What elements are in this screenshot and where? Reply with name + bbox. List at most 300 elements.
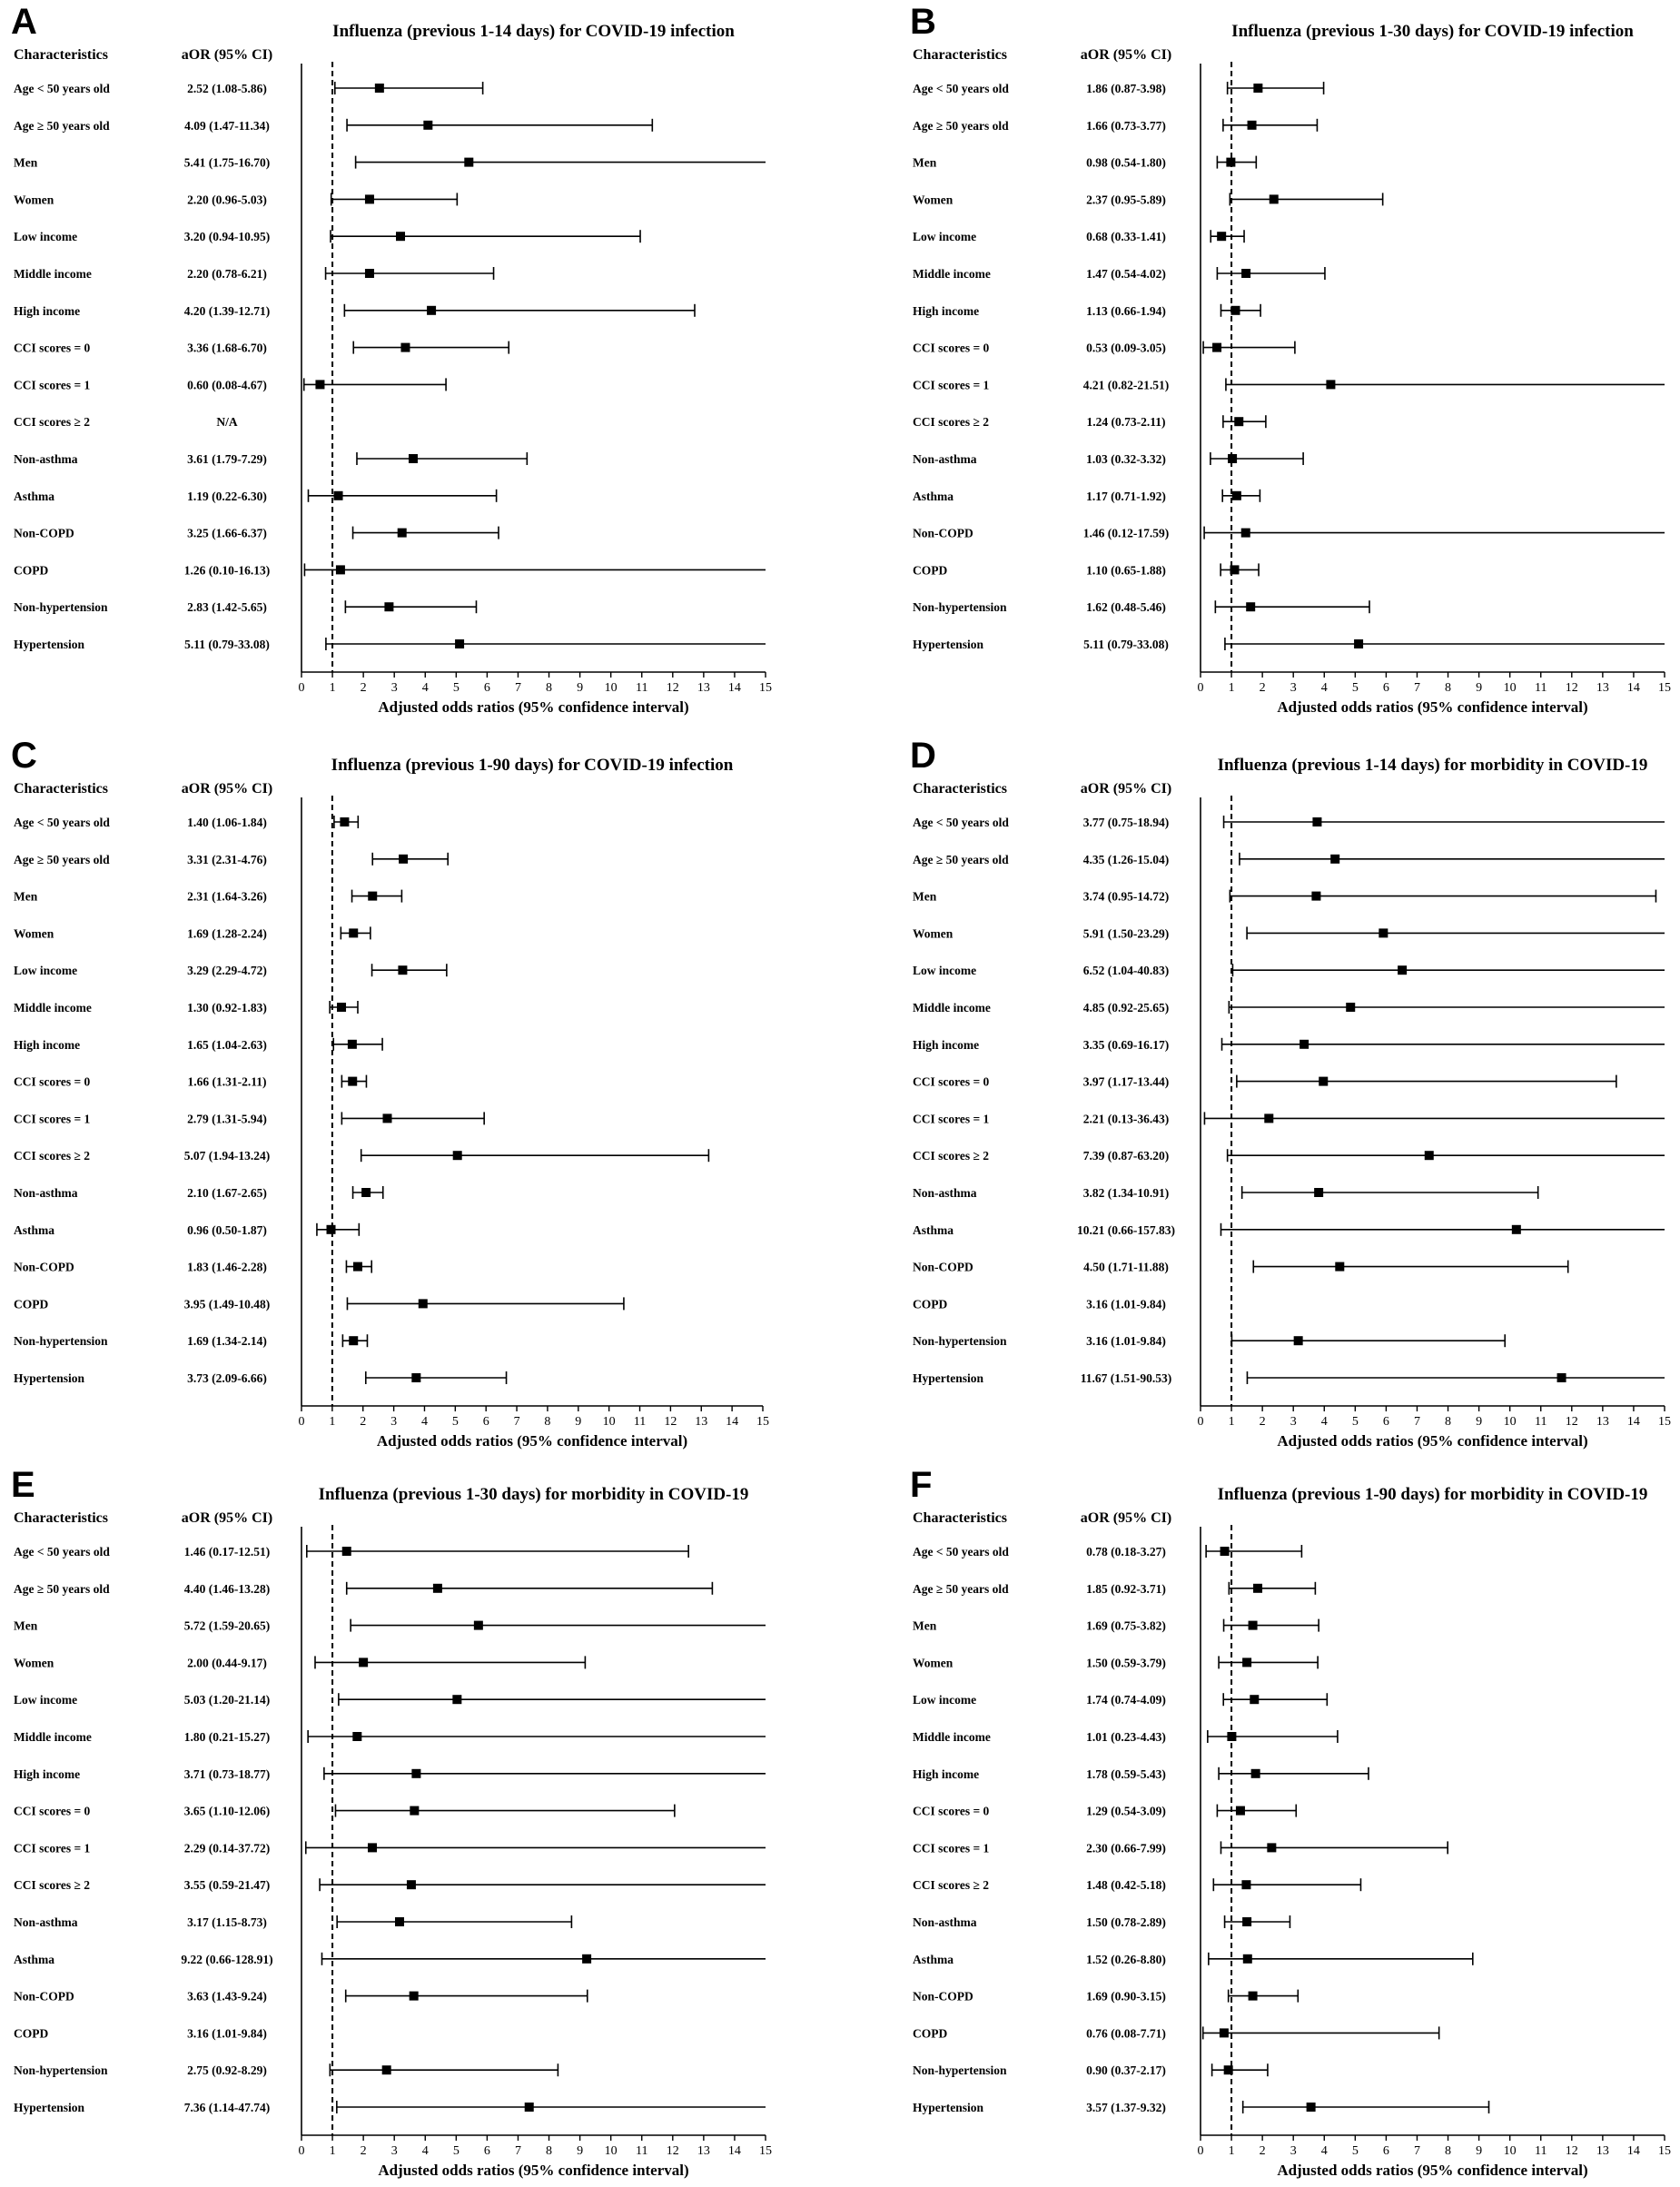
x-tick-label: 6	[483, 681, 490, 695]
row-label: High income	[913, 1037, 980, 1052]
x-tick-label: 7	[1413, 2144, 1420, 2158]
point-estimate	[1241, 269, 1250, 278]
x-tick-label: 1	[329, 1415, 336, 1429]
row-label: Men	[913, 889, 937, 904]
row-aor-text: 3.17 (1.15-8.73)	[187, 1915, 267, 1929]
row-aor-text: 1.48 (0.42-5.18)	[1086, 1878, 1166, 1893]
row-label: Non-hypertension	[14, 2063, 108, 2078]
point-estimate	[1242, 1917, 1251, 1926]
chart-title: Influenza (previous 1-90 days) for COVID-19 infection	[331, 756, 734, 775]
x-tick-label: 9	[575, 1415, 582, 1429]
point-estimate	[1346, 1003, 1355, 1012]
x-tick-label: 14	[1626, 681, 1640, 695]
row-label: Age < 50 years old	[14, 816, 110, 829]
panel-letter: C	[11, 736, 37, 776]
row-label: CCI scores ≥ 2	[913, 415, 990, 430]
row-aor-text: 1.46 (0.17-12.51)	[183, 1545, 271, 1559]
x-tick-label: 10	[602, 1415, 616, 1429]
point-estimate	[1326, 380, 1335, 389]
x-tick-label: 8	[1445, 1415, 1452, 1429]
row-label: Non-COPD	[14, 1989, 74, 2004]
column-header-aor: aOR (95% CI)	[1080, 781, 1172, 797]
row-aor-text: 3.36 (1.68-6.70)	[187, 341, 267, 355]
row-label: COPD	[913, 1297, 948, 1311]
row-aor-text: 3.16 (1.01-9.84)	[187, 2026, 267, 2041]
x-tick-label: 10	[604, 681, 618, 695]
row-label: Middle income	[913, 267, 991, 281]
point-estimate	[1311, 892, 1320, 901]
row-aor-text: 2.00 (0.44-9.17)	[187, 1656, 267, 1670]
x-tick-label: 3	[1290, 2144, 1297, 2158]
point-estimate	[1425, 1151, 1434, 1160]
column-header-characteristics: Characteristics	[913, 47, 1007, 63]
x-tick-label: 9	[1476, 2144, 1483, 2158]
row-aor-text: 0.90 (0.37-2.17)	[1086, 2063, 1166, 2078]
point-estimate	[582, 1954, 591, 1964]
panel-letter: F	[910, 1465, 933, 1505]
chart-title: Influenza (previous 1-14 days) for COVID-19 infection	[332, 22, 735, 41]
point-estimate	[1512, 1225, 1521, 1234]
row-label: CCI scores = 0	[14, 1804, 91, 1818]
point-estimate	[1220, 1547, 1230, 1556]
row-aor-text: 0.96 (0.50-1.87)	[187, 1222, 267, 1237]
point-estimate	[348, 1077, 357, 1086]
row-label: Men	[913, 155, 937, 170]
row-aor-text: 3.55 (0.59-21.47)	[183, 1878, 271, 1893]
row-aor-text: 1.86 (0.87-3.98)	[1086, 82, 1166, 95]
row-label: Non-COPD	[913, 1989, 973, 2004]
row-label: Age ≥ 50 years old	[913, 852, 1009, 866]
row-aor-text: 1.24 (0.73-2.11)	[1086, 415, 1166, 430]
point-estimate	[399, 855, 408, 864]
row-aor-text: 2.31 (1.64-3.26)	[187, 889, 267, 904]
row-label: Non-hypertension	[913, 1334, 1007, 1349]
point-estimate	[423, 121, 432, 130]
point-estimate	[464, 158, 473, 167]
column-header-aor: aOR (95% CI)	[181, 781, 273, 797]
x-tick-label: 2	[1259, 2144, 1266, 2158]
row-aor-text: 3.25 (1.66-6.37)	[187, 526, 267, 540]
row-aor-text: 3.29 (2.29-4.72)	[187, 964, 267, 978]
row-aor-text: 4.50 (1.71-11.88)	[1083, 1260, 1169, 1274]
row-label: CCI scores ≥ 2	[913, 1149, 990, 1163]
row-aor-text: 3.77 (0.75-18.94)	[1082, 816, 1170, 829]
row-aor-text: 3.95 (1.49-10.48)	[183, 1297, 271, 1311]
row-aor-text: 0.78 (0.18-3.27)	[1086, 1545, 1166, 1559]
row-label: High income	[14, 1037, 81, 1052]
row-aor-text: 3.82 (1.34-10.91)	[1082, 1186, 1170, 1200]
row-label: CCI scores ≥ 2	[14, 1149, 91, 1163]
x-axis-label: Adjusted odds ratios (95% confidence interval)	[1277, 2162, 1588, 2179]
point-estimate	[452, 1695, 461, 1704]
row-label: Age < 50 years old	[913, 82, 1009, 95]
panel-c	[11, 736, 769, 1450]
x-tick-label: 8	[546, 681, 553, 695]
point-estimate	[407, 1880, 416, 1889]
chart-title: Influenza (previous 1-14 days) for morbidity in COVID-19	[1217, 756, 1648, 775]
row-label: Asthma	[913, 489, 954, 503]
point-estimate	[1232, 491, 1241, 500]
row-aor-text: 1.74 (0.74-4.09)	[1086, 1693, 1166, 1707]
point-estimate	[1242, 1658, 1251, 1667]
row-aor-text: 1.78 (0.59-5.43)	[1086, 1766, 1166, 1781]
point-estimate	[1230, 565, 1239, 574]
x-tick-label: 10	[604, 2144, 618, 2158]
row-label: Age ≥ 50 years old	[913, 118, 1009, 133]
row-aor-text: 5.91 (1.50-23.29)	[1082, 926, 1170, 941]
row-aor-text: 5.03 (1.20-21.14)	[183, 1693, 271, 1707]
point-estimate	[342, 1547, 351, 1556]
point-estimate	[348, 1040, 357, 1049]
row-label: CCI scores = 1	[14, 378, 91, 392]
row-aor-text: 10.21 (0.66-157.83)	[1077, 1222, 1175, 1237]
row-aor-text: 4.35 (1.26-15.04)	[1082, 852, 1170, 866]
row-label: High income	[14, 303, 81, 318]
x-tick-label: 8	[1445, 681, 1452, 695]
x-tick-label: 12	[664, 1415, 677, 1429]
row-label: COPD	[14, 563, 49, 578]
panel-a	[11, 2, 772, 716]
panel-letter: A	[11, 2, 37, 42]
row-label: Low income	[14, 964, 78, 978]
row-aor-text: 5.11 (0.79-33.08)	[184, 638, 270, 651]
x-tick-label: 5	[452, 681, 460, 695]
x-tick-label: 14	[1626, 2144, 1640, 2158]
point-estimate	[1314, 1188, 1323, 1197]
point-estimate	[1253, 84, 1262, 93]
chart-title: Influenza (previous 1-30 days) for morbidity in COVID-19	[318, 1485, 749, 1504]
panel-f	[910, 1465, 1671, 2179]
row-label: Low income	[913, 230, 977, 244]
x-tick-label: 2	[1259, 681, 1266, 695]
x-tick-label: 15	[1658, 1415, 1671, 1429]
point-estimate	[1234, 417, 1243, 426]
row-label: Age ≥ 50 years old	[14, 118, 110, 133]
column-header-characteristics: Characteristics	[913, 1510, 1007, 1526]
row-label: Non-asthma	[913, 1186, 977, 1200]
point-estimate	[1227, 1732, 1236, 1741]
point-estimate	[353, 1262, 362, 1272]
chart-title: Influenza (previous 1-30 days) for COVID-19 infection	[1231, 22, 1634, 41]
point-estimate	[384, 602, 393, 611]
row-aor-text: 3.16 (1.01-9.84)	[1086, 1334, 1166, 1349]
row-aor-text: 1.52 (0.26-8.80)	[1086, 1952, 1166, 1966]
column-header-characteristics: Characteristics	[14, 1510, 108, 1526]
row-aor-text: 1.46 (0.12-17.59)	[1082, 526, 1170, 540]
column-header-characteristics: Characteristics	[14, 47, 108, 63]
point-estimate	[382, 1113, 391, 1123]
row-aor-text: 1.80 (0.21-15.27)	[183, 1730, 271, 1744]
row-aor-text: 1.40 (1.06-1.84)	[187, 816, 267, 829]
point-estimate	[1249, 1621, 1258, 1630]
point-estimate	[396, 232, 405, 241]
x-tick-label: 6	[483, 2144, 490, 2158]
x-tick-label: 14	[726, 1415, 739, 1429]
row-label: Non-asthma	[913, 1915, 977, 1929]
row-label: Asthma	[14, 1952, 55, 1966]
point-estimate	[382, 2065, 391, 2074]
column-header-aor: aOR (95% CI)	[1080, 47, 1172, 63]
x-tick-label: 14	[727, 681, 741, 695]
row-aor-text: 4.09 (1.47-11.34)	[184, 118, 270, 133]
row-aor-text: 3.16 (1.01-9.84)	[1086, 1297, 1166, 1311]
x-tick-label: 4	[421, 2144, 429, 2158]
x-tick-label: 7	[514, 2144, 521, 2158]
chart-title: Influenza (previous 1-90 days) for morbidity in COVID-19	[1217, 1485, 1648, 1504]
x-tick-label: 5	[1351, 681, 1359, 695]
point-estimate	[1250, 1695, 1259, 1704]
x-tick-label: 6	[482, 1415, 489, 1429]
row-aor-text: 1.01 (0.23-4.43)	[1086, 1730, 1166, 1744]
row-aor-text: 1.26 (0.10-16.13)	[183, 563, 271, 578]
column-header-aor: aOR (95% CI)	[181, 1510, 273, 1526]
x-tick-label: 3	[1290, 681, 1297, 695]
row-aor-text: N/A	[216, 415, 238, 430]
x-tick-label: 14	[727, 2144, 741, 2158]
row-aor-text: 1.69 (0.75-3.82)	[1086, 1618, 1166, 1633]
point-estimate	[1251, 1769, 1260, 1778]
row-aor-text: 1.62 (0.48-5.46)	[1086, 600, 1166, 615]
point-estimate	[352, 1732, 361, 1741]
row-label: CCI scores = 0	[913, 341, 990, 355]
row-label: CCI scores ≥ 2	[913, 1878, 990, 1893]
x-tick-label: 15	[759, 2144, 772, 2158]
point-estimate	[1246, 602, 1255, 611]
row-aor-text: 3.63 (1.43-9.24)	[187, 1989, 267, 2004]
row-aor-text: 1.30 (0.92-1.83)	[187, 1001, 267, 1014]
x-tick-label: 13	[1596, 2144, 1609, 2158]
point-estimate	[1228, 454, 1237, 463]
row-label: Low income	[913, 1693, 977, 1707]
row-aor-text: 2.20 (0.96-5.03)	[187, 193, 267, 207]
row-aor-text: 0.60 (0.08-4.67)	[187, 378, 267, 392]
point-estimate	[433, 1584, 442, 1593]
x-tick-label: 6	[1382, 681, 1389, 695]
x-tick-label: 3	[1290, 1415, 1297, 1429]
point-estimate	[1312, 817, 1321, 826]
panel-d	[910, 736, 1671, 1450]
row-aor-text: 1.03 (0.32-3.32)	[1086, 452, 1166, 466]
row-aor-text: 3.73 (2.09-6.66)	[187, 1371, 267, 1385]
row-aor-text: 1.29 (0.54-3.09)	[1086, 1804, 1166, 1818]
point-estimate	[1264, 1113, 1273, 1123]
x-tick-label: 15	[759, 681, 772, 695]
row-aor-text: 4.85 (0.92-25.65)	[1082, 1001, 1170, 1014]
point-estimate	[334, 491, 343, 500]
point-estimate	[1307, 2103, 1316, 2112]
x-tick-label: 4	[1320, 1415, 1328, 1429]
row-label: Hypertension	[14, 638, 85, 651]
x-tick-label: 12	[1565, 2144, 1578, 2158]
point-estimate	[419, 1299, 428, 1308]
row-label: Middle income	[913, 1730, 991, 1744]
row-label: Hypertension	[14, 2101, 85, 2114]
row-aor-text: 2.30 (0.66-7.99)	[1086, 1841, 1166, 1855]
point-estimate	[1330, 855, 1339, 864]
row-aor-text: 6.52 (1.04-40.83)	[1082, 964, 1170, 978]
row-label: Non-hypertension	[913, 2063, 1007, 2078]
row-label: Hypertension	[913, 1371, 984, 1385]
row-label: CCI scores = 0	[913, 1804, 990, 1818]
x-tick-label: 13	[1596, 681, 1609, 695]
row-label: CCI scores = 1	[14, 1841, 91, 1855]
column-header-characteristics: Characteristics	[913, 781, 1007, 797]
row-label: Low income	[913, 964, 977, 978]
row-label: CCI scores = 1	[14, 1112, 91, 1126]
x-tick-label: 10	[1503, 681, 1517, 695]
row-aor-text: 2.29 (0.14-37.72)	[183, 1841, 271, 1855]
row-aor-text: 1.19 (0.22-6.30)	[187, 489, 267, 503]
row-label: Non-asthma	[14, 1186, 78, 1200]
x-tick-label: 15	[1658, 681, 1671, 695]
point-estimate	[1354, 639, 1363, 648]
row-aor-text: 1.50 (0.59-3.79)	[1086, 1656, 1166, 1670]
x-tick-label: 4	[420, 1415, 428, 1429]
point-estimate	[1241, 1880, 1250, 1889]
x-tick-label: 2	[360, 1415, 367, 1429]
row-label: Asthma	[913, 1952, 954, 1966]
x-tick-label: 9	[577, 681, 584, 695]
x-tick-label: 15	[756, 1415, 769, 1429]
row-aor-text: 1.47 (0.54-4.02)	[1086, 267, 1166, 281]
point-estimate	[411, 1769, 420, 1778]
row-aor-text: 3.71 (0.73-18.77)	[183, 1766, 271, 1781]
row-label: Age < 50 years old	[14, 82, 110, 95]
row-aor-text: 2.21 (0.13-36.43)	[1082, 1112, 1170, 1126]
x-tick-label: 14	[1626, 1415, 1640, 1429]
point-estimate	[365, 194, 374, 203]
point-estimate	[336, 565, 345, 574]
row-label: CCI scores = 0	[913, 1074, 990, 1089]
row-label: Asthma	[913, 1222, 954, 1237]
row-aor-text: 2.79 (1.31-5.94)	[187, 1112, 267, 1126]
column-header-characteristics: Characteristics	[14, 781, 108, 797]
x-tick-label: 2	[360, 2144, 367, 2158]
x-tick-label: 11	[1534, 681, 1547, 695]
point-estimate	[327, 1225, 336, 1234]
row-aor-text: 4.21 (0.82-21.51)	[1082, 378, 1170, 392]
point-estimate	[427, 306, 436, 315]
row-label: Age < 50 years old	[14, 1545, 110, 1559]
row-label: Men	[14, 1618, 38, 1633]
row-label: Low income	[14, 1693, 78, 1707]
x-tick-label: 0	[1197, 2144, 1204, 2158]
x-tick-label: 1	[1228, 681, 1235, 695]
row-aor-text: 1.83 (1.46-2.28)	[187, 1260, 267, 1274]
point-estimate	[411, 1373, 420, 1382]
x-tick-label: 0	[1197, 1415, 1204, 1429]
point-estimate	[340, 817, 349, 826]
x-tick-label: 0	[298, 681, 305, 695]
row-aor-text: 2.20 (0.78-6.21)	[187, 267, 267, 281]
point-estimate	[1379, 928, 1388, 937]
x-tick-label: 3	[390, 681, 398, 695]
row-aor-text: 2.10 (1.67-2.65)	[187, 1186, 267, 1200]
panel-letter: E	[11, 1465, 35, 1505]
row-label: Women	[14, 1656, 54, 1670]
row-aor-text: 1.65 (1.04-2.63)	[187, 1037, 267, 1052]
point-estimate	[365, 269, 374, 278]
row-aor-text: 1.50 (0.78-2.89)	[1086, 1915, 1166, 1929]
row-label: Non-hypertension	[14, 600, 108, 615]
point-estimate	[1217, 232, 1226, 241]
row-aor-text: 3.57 (1.37-9.32)	[1086, 2101, 1166, 2114]
row-label: Middle income	[913, 1001, 991, 1014]
x-tick-label: 2	[360, 681, 367, 695]
row-label: Men	[913, 1618, 937, 1633]
row-label: Non-hypertension	[913, 600, 1007, 615]
row-label: Asthma	[14, 1222, 55, 1237]
x-tick-label: 13	[695, 1415, 708, 1429]
x-tick-label: 5	[1351, 2144, 1359, 2158]
row-aor-text: 2.75 (0.92-8.29)	[187, 2063, 267, 2078]
row-aor-text: 5.72 (1.59-20.65)	[183, 1618, 271, 1633]
point-estimate	[361, 1188, 371, 1197]
row-aor-text: 0.53 (0.09-3.05)	[1086, 341, 1166, 355]
point-estimate	[1300, 1040, 1309, 1049]
row-label: Middle income	[14, 267, 92, 281]
x-tick-label: 13	[1596, 1415, 1609, 1429]
x-tick-label: 11	[1534, 1415, 1547, 1429]
row-label: CCI scores ≥ 2	[14, 1878, 91, 1893]
x-tick-label: 7	[1413, 681, 1420, 695]
row-label: Men	[14, 155, 38, 170]
row-label: Middle income	[14, 1730, 92, 1744]
x-tick-label: 13	[697, 681, 710, 695]
point-estimate	[474, 1621, 483, 1630]
x-tick-label: 8	[546, 2144, 553, 2158]
point-estimate	[1294, 1336, 1303, 1345]
row-label: High income	[913, 303, 980, 318]
x-tick-label: 5	[452, 2144, 460, 2158]
x-tick-label: 3	[390, 2144, 398, 2158]
row-label: Hypertension	[913, 638, 984, 651]
row-aor-text: 3.31 (2.31-4.76)	[187, 852, 267, 866]
row-aor-text: 9.22 (0.66-128.91)	[181, 1952, 273, 1966]
point-estimate	[1267, 1843, 1276, 1852]
row-aor-text: 3.65 (1.10-12.06)	[183, 1804, 271, 1818]
panel-e	[11, 1465, 772, 2179]
row-label: Non-asthma	[14, 452, 78, 466]
x-tick-label: 7	[1413, 1415, 1420, 1429]
point-estimate	[1230, 306, 1240, 315]
point-estimate	[395, 1917, 404, 1926]
point-estimate	[1212, 343, 1221, 352]
point-estimate	[368, 892, 377, 901]
row-aor-text: 3.61 (1.79-7.29)	[187, 452, 267, 466]
row-label: Age < 50 years old	[913, 816, 1009, 829]
row-aor-text: 1.66 (1.31-2.11)	[187, 1074, 267, 1089]
row-label: Women	[913, 1656, 954, 1670]
x-tick-label: 12	[666, 2144, 679, 2158]
row-label: CCI scores = 1	[913, 1841, 990, 1855]
row-label: Non-COPD	[14, 1260, 74, 1274]
point-estimate	[1241, 529, 1250, 538]
row-label: Age ≥ 50 years old	[913, 1581, 1009, 1596]
point-estimate	[455, 639, 464, 648]
row-label: Men	[14, 889, 38, 904]
x-tick-label: 1	[329, 681, 336, 695]
row-label: COPD	[913, 2026, 948, 2041]
row-aor-text: 3.35 (0.69-16.17)	[1082, 1037, 1170, 1052]
x-tick-label: 4	[1320, 2144, 1328, 2158]
row-label: Hypertension	[913, 2101, 984, 2114]
panel-b	[910, 2, 1671, 716]
row-label: Hypertension	[14, 1371, 85, 1385]
point-estimate	[1270, 194, 1279, 203]
row-label: Non-COPD	[913, 526, 973, 540]
point-estimate	[1253, 1584, 1262, 1593]
